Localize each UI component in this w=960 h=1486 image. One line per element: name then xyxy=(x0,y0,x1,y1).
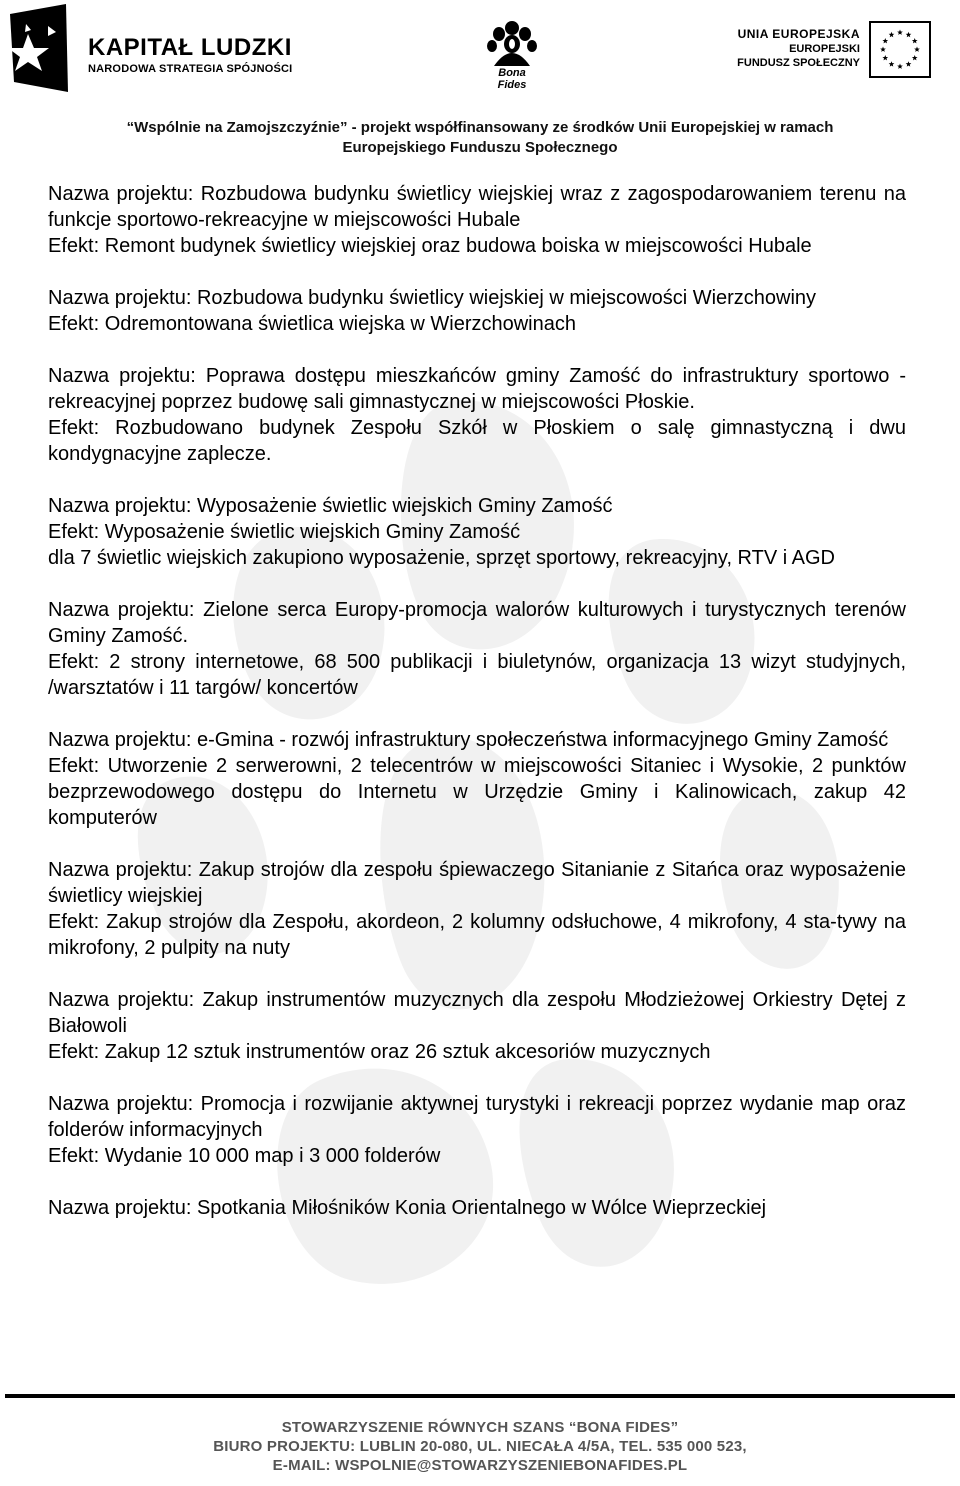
eu-star-icon xyxy=(889,32,895,37)
page-footer xyxy=(0,1418,960,1475)
eu-flag-icon xyxy=(869,21,931,78)
project-effect: Efekt: Remont budynek świetlicy wiejskiej oraz budowa boiska w miejscowości Hubale xyxy=(48,235,812,257)
eu-star-icon xyxy=(880,47,886,52)
project-detail: dla 7 świetlic wiejskich zakupiono wyposażenie, sprzęt sportowy, rekreacyjny, RTV i AGD xyxy=(48,547,835,569)
project-entry xyxy=(48,181,906,259)
eu-star-icon xyxy=(889,61,895,66)
project-effect: Efekt: Zakup 12 sztuk instrumentów oraz 26 sztuk akcesoriów muzycznych xyxy=(48,1041,711,1063)
project-effect: Efekt: Wydanie 10 000 map i 3 000 folderów xyxy=(48,1145,441,1167)
eu-star-icon xyxy=(912,38,918,43)
project-effect: Efekt: Wyposażenie świetlic wiejskich Gminy Zamość xyxy=(48,521,521,543)
kapital-ludzki-title: KAPITAŁ LUDZKI xyxy=(88,34,292,61)
project-name: Nazwa projektu: Rozbudowa budynku świetlicy wiejskiej wraz z zagospodarowaniem terenu na funkcje sportowo-rekreacyjne w miejscowości Hubale xyxy=(48,183,906,231)
eu-line-2: EUROPEJSKI xyxy=(789,43,860,55)
footer-line-1: STOWARZYSZENIE RÓWNYCH SZANS “BONA FIDES” xyxy=(281,1419,679,1436)
project-name: Nazwa projektu: Zakup instrumentów muzycznych dla zespołu Młodzieżowej Orkiestry Dętej z Białowoli xyxy=(48,989,906,1037)
eu-star-icon xyxy=(897,64,903,69)
project-effect: Efekt: Odremontowana świetlica wiejska w Wierzchowinach xyxy=(48,313,576,335)
eu-star-icon xyxy=(914,47,920,52)
project-cofinancing-line xyxy=(0,118,960,158)
kapital-ludzki-subtitle: NARODOWA STRATEGIA SPÓJNOŚCI xyxy=(88,63,293,75)
project-name: Nazwa projektu: Rozbudowa budynku świetlicy wiejskiej w miejscowości Wierzchowiny xyxy=(48,287,817,309)
project-effect: Efekt: Utworzenie 2 serwerowni, 2 telecentrów w miejscowości Sitaniec i Wysokie, 2 punktów bezprzewodowego dostępu do Internetu w Urzędzie Gminy i Kalinowicach, zakup 42 komputerów xyxy=(48,755,906,829)
project-line-1: “Wspólnie na Zamojszczyźnie” - projekt współfinansowany ze środków Unii Europejskiej w ramach xyxy=(126,119,834,136)
project-entry xyxy=(48,363,906,467)
project-name: Nazwa projektu: Spotkania Miłośników Konia Orientalnego w Wólce Wieprzeckiej xyxy=(48,1197,767,1219)
project-entry xyxy=(48,727,906,831)
project-name: Nazwa projektu: Wyposażenie świetlic wiejskich Gminy Zamość xyxy=(48,495,613,517)
project-entry xyxy=(48,987,906,1065)
project-effect: Efekt: Rozbudowano budynek Zespołu Szkół w Płoskiem o salę gimnastyczną i dwu kondygnacyjne zaplecze. xyxy=(48,417,906,465)
project-name: Nazwa projektu: e-Gmina - rozwój infrastruktury społeczeństwa informacyjnego Gminy Zamość xyxy=(48,729,889,751)
page-header xyxy=(0,0,960,110)
project-entry xyxy=(48,857,906,961)
project-effect: Efekt: Zakup strojów dla Zespołu, akordeon, 2 kolumny odsłuchowe, 4 mikrofony, 4 sta-tywy na mikrofony, 2 pulpity na nuty xyxy=(48,911,906,959)
project-entry xyxy=(48,493,906,571)
footer-divider xyxy=(5,1394,955,1398)
project-entry xyxy=(48,285,906,337)
project-line-2: Europejskiego Funduszu Społecznego xyxy=(342,139,618,156)
eu-star-icon xyxy=(912,55,918,60)
project-name: Nazwa projektu: Poprawa dostępu mieszkańców gminy Zamość do infrastruktury sportowo - rekreacyjnej poprzez budowę sali gimnastycznej w miejscowości Płoskie. xyxy=(48,365,906,413)
eu-star-icon xyxy=(897,30,903,35)
footer-line-2: BIURO PROJEKTU: LUBLIN 20-080, UL. NIECAŁA 4/5A, TEL. 535 000 523, xyxy=(213,1438,747,1455)
eu-text-block xyxy=(737,27,860,70)
eu-line-3: FUNDUSZ SPOŁECZNY xyxy=(737,57,860,69)
eu-star-icon xyxy=(882,55,888,60)
project-name: Nazwa projektu: Zakup strojów dla zespołu śpiewaczego Sitanianie z Sitańca oraz wyposażenie świetlicy wiejskiej xyxy=(48,859,906,907)
project-name: Nazwa projektu: Promocja i rozwijanie aktywnej turystyki i rekreacji poprzez wydanie map oraz folderów informacyjnych xyxy=(48,1093,906,1141)
project-effect: Efekt: 2 strony internetowe, 68 500 publikacji i biuletynów, organizacja 13 wizyt studyjnych, /warsztatów i 11 targów/ koncertów xyxy=(48,651,906,699)
bona-fides-label: Bona Fides xyxy=(497,67,527,91)
project-entry xyxy=(48,597,906,701)
eu-line-1: UNIA EUROPEJSKA xyxy=(737,27,860,41)
project-entry xyxy=(48,1091,906,1169)
eu-star-icon xyxy=(882,38,888,43)
project-list xyxy=(48,181,906,1247)
project-name: Nazwa projektu: Zielone serca Europy-promocja walorów kulturowych i turystycznych terenów Gminy Zamość. xyxy=(48,599,906,647)
eu-star-icon xyxy=(906,32,912,37)
eu-star-icon xyxy=(906,61,912,66)
kapital-ludzki-logo-icon xyxy=(4,4,74,94)
project-entry xyxy=(48,1195,906,1221)
footer-line-3: E-MAIL: WSPOLNIE@STOWARZYSZENIEBONAFIDES.PL xyxy=(272,1457,688,1474)
bona-fides-logo-icon xyxy=(484,20,540,66)
